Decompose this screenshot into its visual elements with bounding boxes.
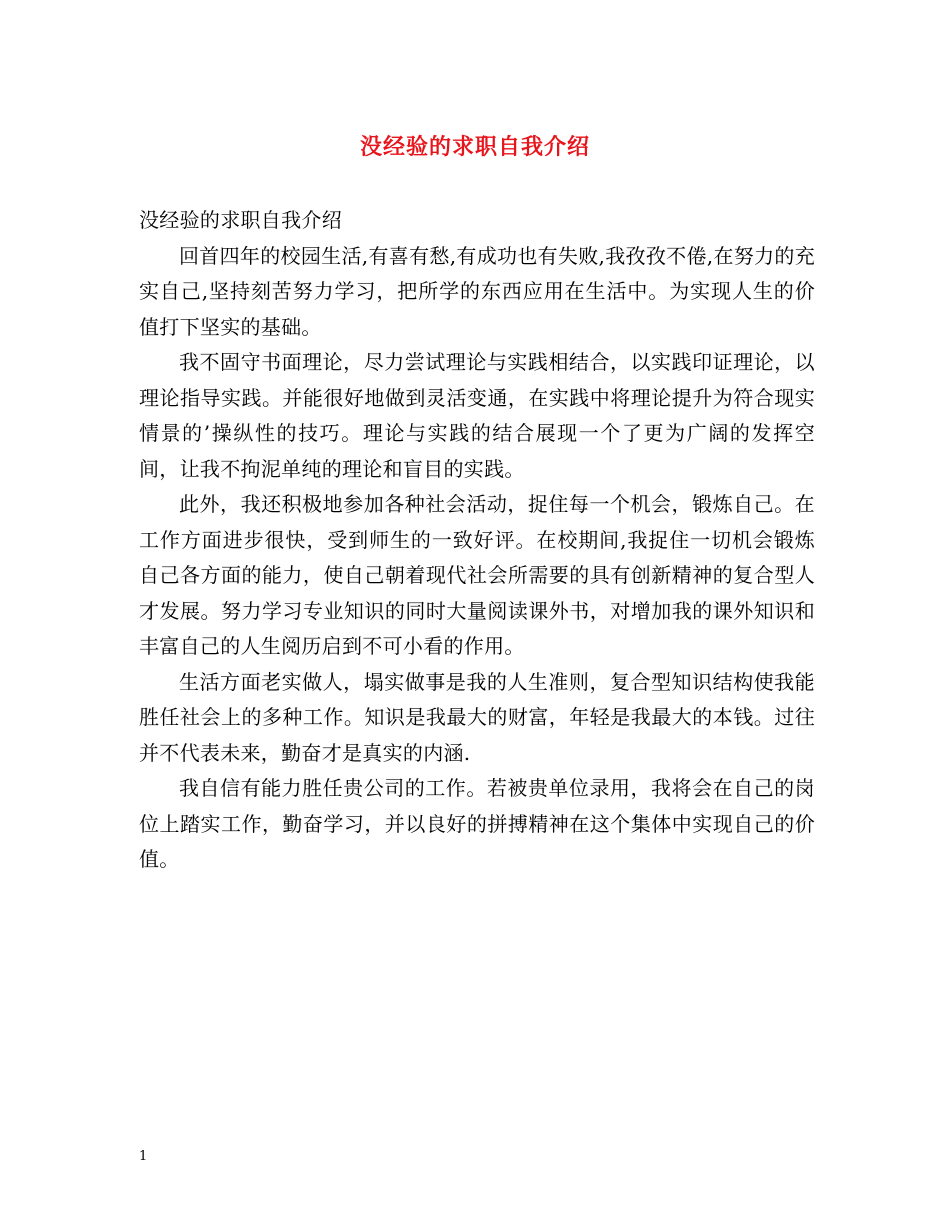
document-title: 没经验的求职自我介绍 (359, 134, 590, 160)
paragraph-2: 我不固守书面理论，尽力尝试理论与实践相结合，以实践印证理论，以理论指导实践。并能很好地做到灵活变通，在实践中将理论提升为符合现实情景的’操纵性的技巧。理论与实践的结合展现一个了更为广阔的发挥空间，让我不拘泥单纯的理论和盲目的实践。 (139, 350, 815, 481)
paragraph-3: 此外，我还积极地参加各种社会活动，捉住每一个机会，锻炼自己。在工作方面进步很快，受到师生的一致好评。在校期间,我捉住一切机会锻炼自己各方面的能力，使自己朝着现代社会所需要的具有创新精神的复合型人才发展。努力学习专业知识的同时大量阅读课外书，对增加我的课外知识和丰富自己的人生阅历启到不可小看的作用。 (139, 492, 815, 658)
page-number: 1 (139, 1149, 148, 1164)
paragraph-4: 生活方面老实做人，塌实做事是我的人生准则，复合型知识结构使我能胜任社会上的多种工作。知识是我最大的财富，年轻是我最大的本钱。过往并不代表未来，勤奋才是真实的内涵. (139, 669, 815, 765)
paragraph-5: 我自信有能力胜任贵公司的工作。若被贵单位录用，我将会在自己的岗位上踏实工作，勤奋学习，并以良好的拼搏精神在这个集体中实现自己的价值。 (139, 776, 815, 871)
paragraph-1: 回首四年的校园生活,有喜有愁,有成功也有失败,我孜孜不倦,在努力的充实自己,坚持刻苦努力学习，把所学的东西应用在生活中。为实现人生的价值打下坚实的基础。 (139, 243, 815, 339)
document-body (139, 203, 815, 878)
body-subtitle: 没经验的求职自我介绍 (139, 208, 342, 232)
